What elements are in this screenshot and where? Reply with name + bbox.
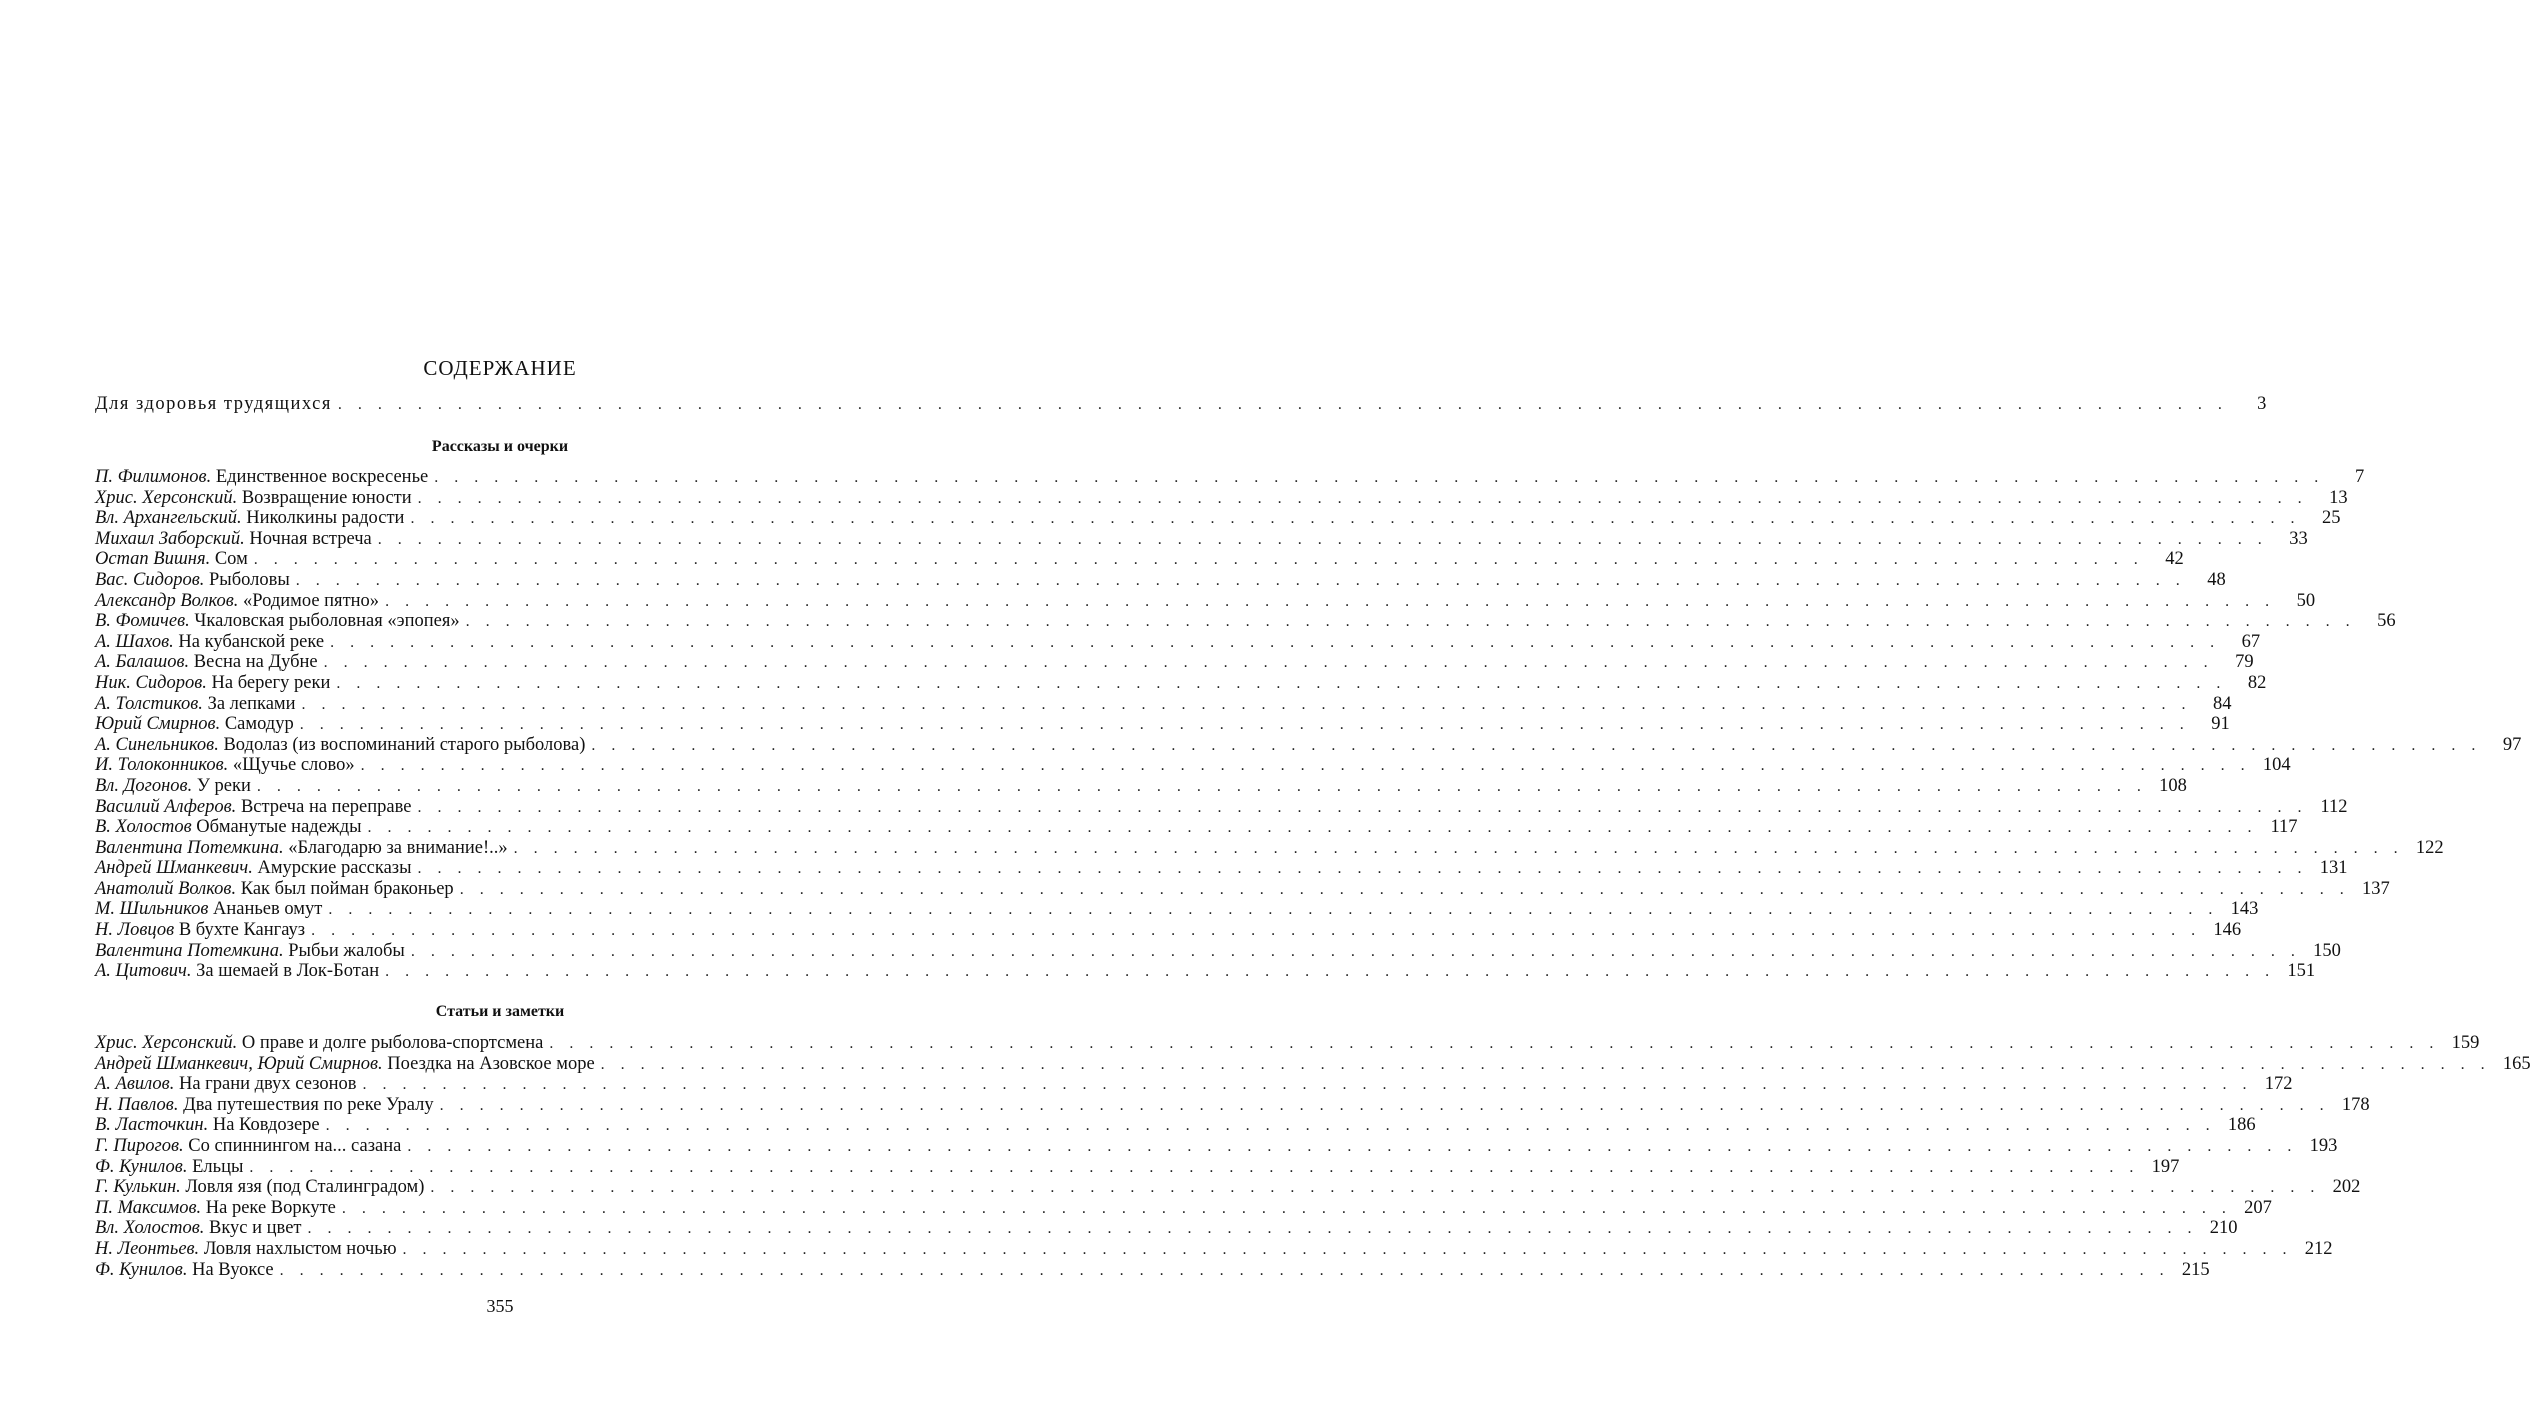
page-number: 25 [2321,508,2341,529]
dot-leader [320,1116,2216,1137]
dot-leader [357,1075,2253,1096]
toc-entry [95,1238,2333,1260]
entry-author: Н. Павлов. [95,1094,179,1115]
entry-author: Вас. Сидоров. [95,569,205,590]
toc-entry [95,755,2291,776]
entry-text [95,508,404,529]
entry-title: Амурские рассказы [257,858,412,879]
toc-entry [95,1094,2370,1116]
toc-entry [95,1033,2480,1054]
entry-author: А. Шахов. [95,631,174,652]
toc-list-stories [95,467,2522,982]
entry-author: Вл. Холостов. [95,1218,205,1239]
dot-leader [301,1219,2197,1240]
dot-leader [543,1034,2439,1055]
page-number: 3 [2257,394,2268,414]
toc-entry [95,487,2348,509]
toc-entry [95,1259,2210,1281]
toc-entry [95,899,2259,920]
toc-entry [95,837,2444,859]
entry-author: Юрий Смирнов. [95,714,221,735]
page-number: 50 [2296,590,2316,611]
entry-author: Василий Алферов. [95,796,237,817]
dot-leader [294,715,2190,736]
dot-leader [324,633,2220,654]
toc-entry [95,1115,2256,1136]
toc-entry [95,467,2365,488]
entry-title: За шемаей в Лок-Ботан [196,961,380,982]
page-number: 197 [2151,1156,2180,1177]
entry-title: Чкаловская рыболовная «эпопея» [194,611,460,632]
page-number: 67 [2241,631,2261,652]
dot-leader [401,1137,2297,1158]
entry-text [95,1157,243,1178]
entry-text [95,570,290,591]
dot-leader [251,777,2147,798]
entry-text [95,694,296,715]
toc-entry [95,590,2316,612]
entry-author: А. Толстиков. [95,693,203,714]
page-number: 48 [2207,569,2226,590]
toc-entry [95,652,2254,673]
dot-leader [404,509,2300,530]
dot-leader [508,839,2404,860]
page-number: 91 [2211,714,2230,735]
page-number: 146 [2213,920,2242,941]
entry-text [95,735,585,756]
entry-text [95,879,454,900]
entry-text [95,1115,320,1136]
toc-entry [95,817,2298,838]
page-number: 215 [2181,1259,2210,1280]
page-number: 112 [2320,796,2348,817]
entry-author: Вл. Архангельский. [95,508,242,529]
entry-title: Со спиннингом на... сазана [188,1135,402,1156]
toc-entry [95,631,2261,653]
entry-text [95,1218,301,1239]
entry-title: Ельцы [192,1156,244,1177]
toc-entry [95,796,2348,818]
toc-entry [95,734,2522,756]
toc-entry [95,508,2341,529]
toc-entry [95,878,2390,900]
entry-text [95,1198,336,1219]
entry-text [95,920,305,941]
entry-title: «Благодарю за внимание!..» [288,837,508,858]
entry-title: Ловля язя (под Сталинградом) [185,1177,425,1198]
entry-title: Как был пойман браконьер [240,878,454,899]
page-number: 82 [2247,672,2267,693]
toc-entry [95,1053,2531,1075]
section-heading-articles: Статьи и заметки [435,1003,565,1020]
entry-title: Сом [214,549,248,570]
entry-title: Обманутые надежды [196,817,362,838]
dot-leader [411,798,2307,819]
page-number: 210 [2209,1218,2238,1239]
entry-text [95,591,379,612]
entry-title: На берегу реки [211,672,331,693]
entry-title: Ловля нахлыстом ночью [203,1238,397,1259]
entry-title: Ананьев омут [212,899,323,920]
page-number: 131 [2319,858,2348,879]
toc-entry [95,775,2187,797]
entry-title: Самодур [224,714,294,735]
entry-text [95,652,318,673]
dot-leader [412,489,2308,510]
page-number: 212 [2304,1238,2333,1259]
entry-title: В бухте Кангауз [178,920,306,941]
entry-author: А. Балашов. [95,652,190,673]
intro-title: Для здоровья трудящихся [95,394,332,414]
dot-leader [362,818,2258,839]
page-number: 33 [2289,528,2308,549]
page-number: 13 [2329,487,2348,508]
entry-title: Николкины радости [246,508,405,529]
page-number: 207 [2244,1197,2272,1218]
entry-text [95,1054,595,1075]
entry-author: А. Авилов. [95,1074,175,1095]
dot-leader [379,592,2275,613]
toc-entry [95,1197,2272,1219]
dot-leader [405,942,2301,963]
dot-leader [454,880,2350,901]
toc-list-articles [95,1033,2531,1280]
page-number: 42 [2165,549,2184,570]
dot-leader [243,1158,2139,1179]
entry-title: Рыболовы [209,569,290,590]
dot-leader [460,612,2356,633]
entry-author: Остап Вишня. [95,549,211,570]
entry-text [95,714,294,735]
dot-leader [290,571,2186,592]
dot-leader [336,1199,2232,1220]
dot-leader [397,1240,2293,1261]
dot-leader [322,900,2218,921]
entry-title: Весна на Дубне [193,652,318,673]
entry-author: Александр Волков. [95,590,239,611]
entry-title: На реке Воркуте [205,1197,336,1218]
entry-title: На грани двух сезонов [178,1074,357,1095]
entry-author: Г. Кулькин. [95,1177,181,1198]
entry-text [95,817,362,838]
toc-entry [95,1177,2361,1198]
dot-leader [296,695,2192,716]
page-number: 84 [2213,693,2232,714]
dot-leader [305,921,2201,942]
entry-author: Н. Ловцов [95,920,175,941]
entry-title: Два путешествия по реке Уралу [183,1094,434,1115]
entry-title: Ночная встреча [249,528,372,549]
entry-author: Ник. Сидоров. [95,672,207,693]
toc-entry [95,858,2348,879]
entry-title: Поездка на Азовское море [387,1053,595,1074]
page-number: 122 [2415,837,2444,858]
page-number: 117 [2270,817,2298,838]
entry-text [95,1239,397,1260]
page-number: 151 [2287,961,2316,982]
entry-title: Вкус и цвет [208,1218,302,1239]
entry-author: Г. Пирогов. [95,1135,184,1156]
toc-entry [95,961,2316,982]
entry-text [95,1033,543,1054]
entry-text [95,776,251,797]
toc-entry [95,920,2242,941]
page-number: 178 [2341,1094,2370,1115]
entry-text [95,961,379,982]
entry-text [95,549,248,570]
entry-text [95,755,355,776]
entry-text [95,611,460,632]
entry-title: За лепками [207,693,296,714]
page-number: 143 [2230,899,2259,920]
dot-leader [424,1178,2320,1199]
entry-author: П. Максимов. [95,1197,202,1218]
entry-author: Валентина Потемкина. [95,940,284,961]
entry-author: А. Цитович. [95,961,192,982]
toc-entry [95,528,2308,550]
toc-entry [95,940,2341,962]
page-folio: 355 [486,1296,514,1316]
entry-text [95,1177,424,1198]
entry-author: Вл. Догонов. [95,775,193,796]
entry-title: Рыбьи жалобы [288,940,405,961]
toc-entry [95,714,2230,735]
dot-leader [372,530,2268,551]
entry-author: Андрей Шманкевич, Юрий Смирнов. [95,1053,383,1074]
entry-text [95,1260,274,1281]
entry-title: У реки [196,775,251,796]
toc-entry [95,611,2396,632]
entry-text [95,488,412,509]
entry-author: П. Филимонов. [95,467,212,487]
page-number: 56 [2377,611,2396,632]
entry-text [95,632,324,653]
entry-title: Возвращение юности [241,487,412,508]
toc-entry [95,1156,2180,1178]
dot-leader [434,1096,2330,1117]
entry-title: «Щучье слово» [232,755,355,776]
toc-entry [95,569,2226,591]
entry-title: На Ковдозере [212,1115,320,1136]
toc-entry [95,1218,2238,1239]
toc-entry [95,693,2232,715]
entry-author: Н. Леонтьев. [95,1238,200,1259]
entry-author: И. Толоконников. [95,755,229,776]
section-heading-stories: Рассказы и очерки [431,438,569,455]
entry-author: Ф. Кунилов. [95,1156,188,1177]
entry-text [95,899,322,920]
entry-text [95,838,508,859]
page-number: 150 [2313,940,2341,961]
entry-title: «Родимое пятно» [243,590,380,611]
toc-entry [95,1074,2293,1095]
entry-author: А. Синельников. [95,734,219,755]
page-number: 97 [2502,734,2522,755]
entry-title: На Вуоксе [192,1259,274,1280]
dot-leader [379,962,2275,983]
entry-author: В. Фомичев. [95,611,190,632]
page-number: 165 [2502,1053,2531,1074]
page-number: 108 [2159,775,2187,796]
entry-author: Анатолий Волков. [95,878,237,899]
dot-leader [595,1055,2491,1076]
dot-leader [355,756,2251,777]
entry-text [95,941,405,962]
dot-leader [248,550,2144,571]
entry-text [95,858,412,879]
toc-intro-entry [95,394,2268,415]
page-number: 137 [2361,878,2390,899]
entry-text [95,797,411,818]
page-number: 172 [2264,1074,2293,1095]
entry-title: На кубанской реке [178,631,325,652]
dot-leader [330,674,2226,695]
entry-author: М. Шильников [95,899,209,920]
entry-text [95,467,428,488]
entry-author: Хрис. Херсонский. [95,1033,238,1053]
dot-leader [332,395,2228,416]
toc-entry [95,549,2184,570]
entry-author: Валентина Потемкина. [95,837,284,858]
page-title: СОДЕРЖАНИЕ [423,356,577,380]
toc-entry [95,1135,2338,1157]
entry-text [95,529,372,550]
entry-title: Единственное воскресенье [215,467,429,487]
toc-entry [95,672,2267,694]
entry-text [95,673,330,694]
dot-leader [585,736,2481,757]
dot-leader [428,468,2324,489]
page-number: 202 [2332,1177,2361,1198]
entry-title: О праве и долге рыболова-спортсмена [241,1033,544,1053]
entry-text [95,1136,401,1157]
entry-author: В. Холостов [95,817,192,838]
entry-author: Михаил Заборский. [95,528,245,549]
page-number: 104 [2262,755,2291,776]
page-number: 7 [2354,467,2365,487]
dot-leader [318,653,2214,674]
entry-title: Встреча на переправе [240,796,412,817]
entry-author: Андрей Шманкевич. [95,858,253,879]
dot-leader [412,859,2308,880]
entry-title: Водолаз (из воспоминаний старого рыболова) [223,734,586,755]
page-number: 186 [2227,1115,2256,1136]
entry-text [95,1074,357,1095]
page-number: 159 [2451,1033,2480,1053]
entry-text [95,1095,434,1116]
entry-author: Хрис. Херсонский. [95,487,238,508]
page-number: 79 [2235,652,2254,673]
entry-author: В. Ласточкин. [95,1115,209,1136]
entry-author: Ф. Кунилов. [95,1259,188,1280]
dot-leader [274,1261,2170,1282]
page-number: 193 [2309,1135,2338,1156]
